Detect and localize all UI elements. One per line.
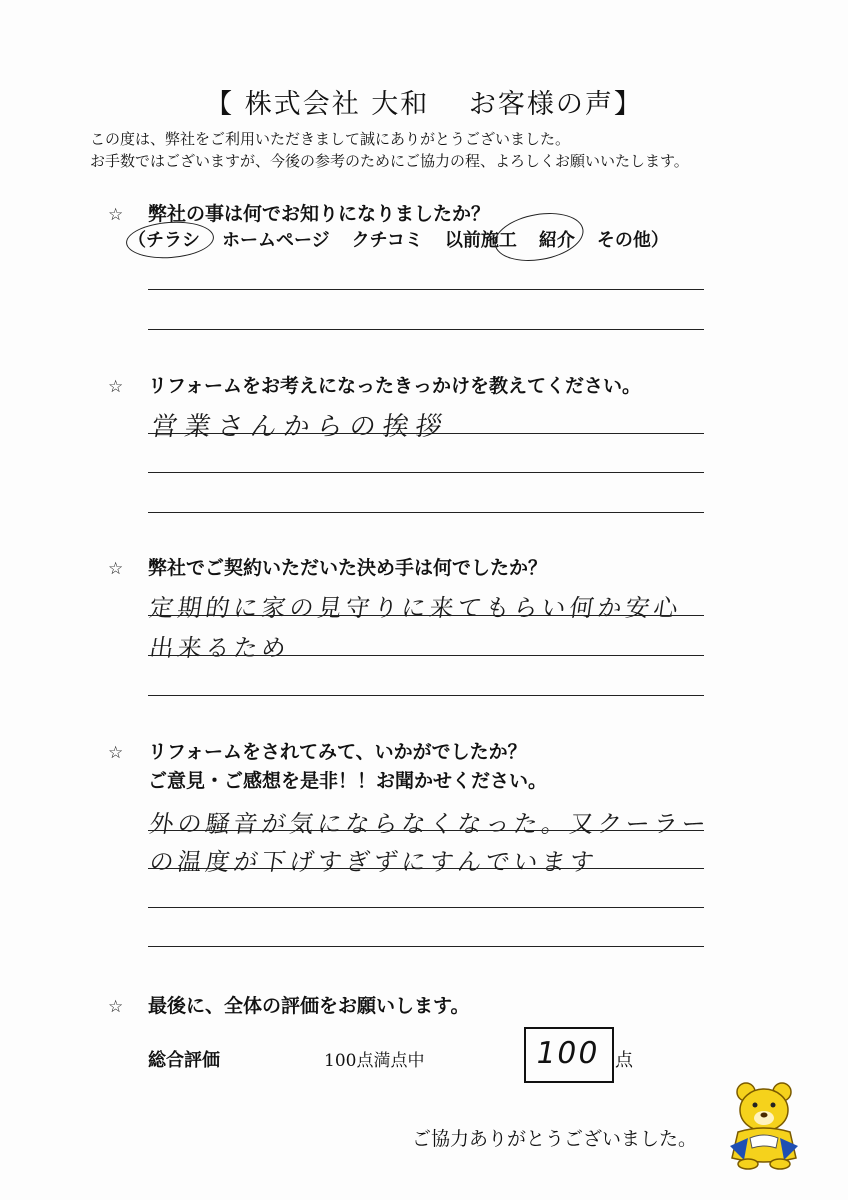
answer-line xyxy=(148,695,704,696)
answer-line xyxy=(148,655,704,656)
intro-line-2: お手数ではございますが、今後の参考のためにご協力の程、よろしくお願いいたします。 xyxy=(90,152,689,170)
rating-scale: 100点満点中 xyxy=(324,1051,425,1071)
question-3-text: 弊社でご契約いただいた決め手は何でしたか？ xyxy=(148,557,548,579)
answer-line xyxy=(148,289,704,290)
question-4-text-line-1: リフォームをされてみて、いかがでしたか？ xyxy=(148,741,527,763)
star-icon: ☆ xyxy=(108,743,124,763)
answer-line xyxy=(148,868,704,869)
question-5-text: 最後に、全体の評価をお願いします。 xyxy=(148,995,470,1017)
overall-rating-label: 総合評価 xyxy=(148,1050,220,1071)
q3-handwritten-answer-line-1: 定期的に家の見守りに来てもらい何か安心 xyxy=(147,594,684,622)
score-unit: 点 xyxy=(615,1050,633,1071)
option-homepage: ホームページ xyxy=(222,230,330,251)
previous-work-circle-mark xyxy=(491,207,588,268)
option-referral: 紹介 xyxy=(538,230,575,251)
answer-line xyxy=(148,329,704,330)
option-previous-work: 以前施工 xyxy=(444,230,517,251)
option-word-of-mouth: クチコミ xyxy=(351,230,423,251)
q3-handwritten-answer-line-2: 出来るため xyxy=(147,634,292,662)
page-title: 【 株式会社 大和 お客様の声】 xyxy=(205,89,643,120)
answer-line xyxy=(148,830,704,831)
bear-mascot-icon xyxy=(726,1080,802,1170)
star-icon: ☆ xyxy=(108,997,124,1017)
q4-handwritten-answer-line-1: 外の騒音が気にならなくなった。又クーラー xyxy=(147,810,712,838)
q2-handwritten-answer: 営業さんからの挨拶 xyxy=(149,412,451,442)
q4-handwritten-answer-line-2: の温度が下げすぎずにすんでいます xyxy=(147,848,600,876)
intro-line-1: この度は、弊社をご利用いただきまして誠にありがとうございました。 xyxy=(90,130,571,148)
question-4 xyxy=(108,737,527,764)
option-other: その他） xyxy=(596,230,669,251)
answer-line xyxy=(148,472,704,473)
answer-line xyxy=(148,512,704,513)
answer-line xyxy=(148,946,704,947)
question-4-text-line-2: ご意見・ご感想を是非！！お聞かせください。 xyxy=(148,770,548,792)
question-1-text: 弊社の事は何でお知りになりましたか？ xyxy=(148,203,491,225)
star-icon: ☆ xyxy=(108,205,124,225)
question-3 xyxy=(108,553,547,580)
answer-line xyxy=(148,615,704,616)
question-2-text: リフォームをお考えになったきっかけを教えてください。 xyxy=(148,375,642,397)
thanks-message: ご協力ありがとうございました。 xyxy=(412,1128,698,1150)
question-5 xyxy=(108,991,469,1018)
answer-line xyxy=(148,433,704,434)
score-value: 100 xyxy=(532,1036,603,1071)
star-icon: ☆ xyxy=(108,377,124,397)
option-flyer: （チラシ xyxy=(128,230,200,251)
question-2 xyxy=(108,371,641,398)
star-icon: ☆ xyxy=(108,559,124,579)
answer-line xyxy=(148,907,704,908)
